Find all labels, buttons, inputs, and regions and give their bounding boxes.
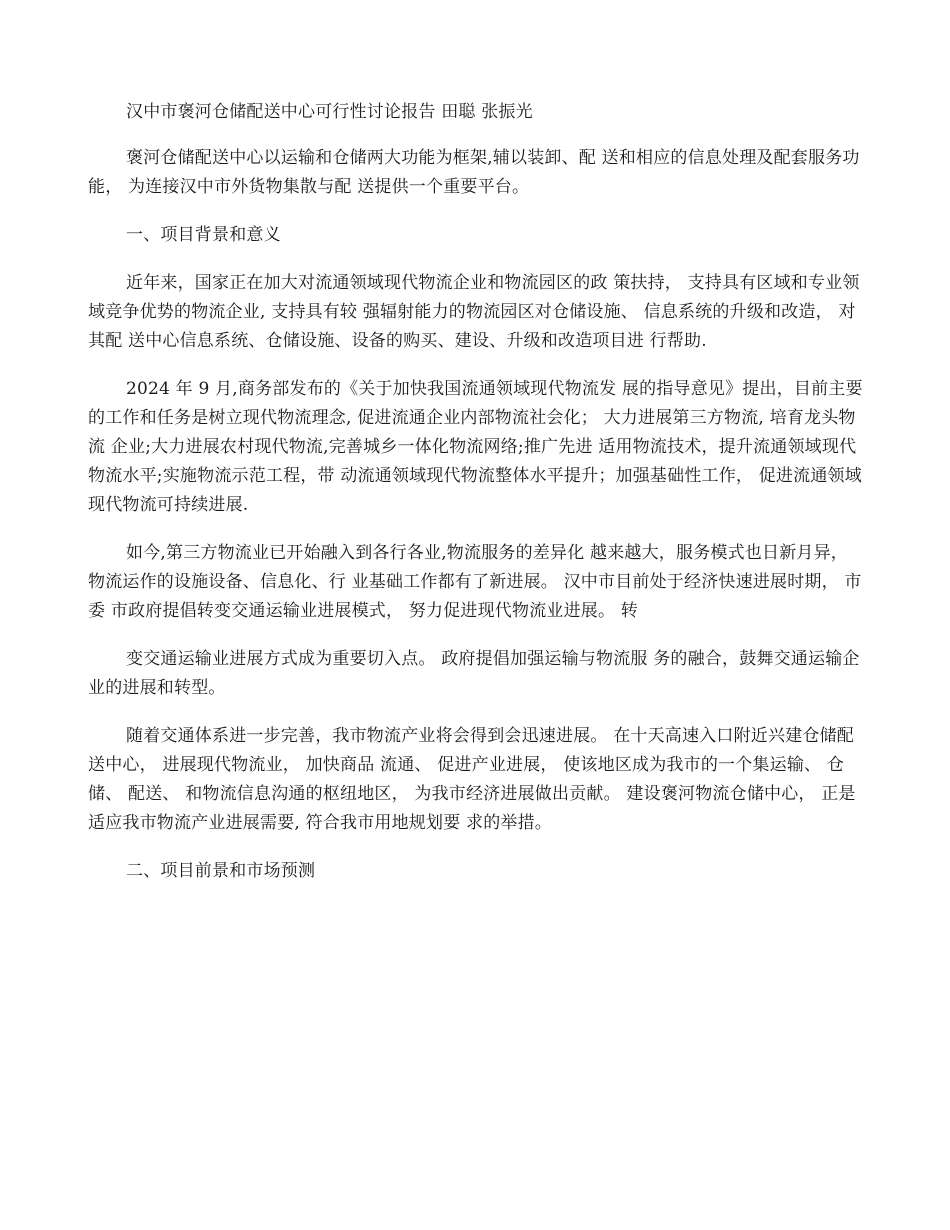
- paragraph-policy-support: 近年来，国家正在加大对流通领域现代物流企业和物流园区的政 策扶持， 支持具有区域和专业领域竞争优势的物流企业, 支持具有较 强辐射能力的物流园区对仓储设施、 信息系统的升级和改造， 对其配 送中心信息系统、仓储设施、设备的购买、建设、升级和改造项目进 行帮助.: [88, 273, 860, 351]
- paragraph-third-party-logistics: 如今,第三方物流业已开始融入到各行各业,物流服务的差异化 越来越大，服务模式也日新月异，物流运作的设施设备、信息化、行 业基础工作都有了新进展。 汉中市目前处于经济快速进展时期， 市委 市政府提倡转变交通运输业进展模式， 努力促进现代物流业进展。 转: [88, 543, 862, 621]
- document-page: [88, 98, 863, 886]
- paragraph-development-hub: 随着交通体系进一步完善，我市物流产业将会得到会迅速进展。 在十天高速入口附近兴建仓储配送中心， 进展现代物流业， 加快商品 流通、 促进产业进展， 使该地区成为我市的一个集运输、 仓储、 配送、 和物流信息沟通的枢纽地区， 为我市经济进展做出贡献。 建设褒河物流仓储中心， 正是适应我市物流产业进展需要, 符合我市用地规划要 求的举措。: [88, 726, 856, 833]
- document-title: 汉中市褒河仓储配送中心可行性讨论报告 田聪 张振光: [126, 102, 533, 122]
- paragraph-transport-transformation: 变交通运输业进展方式成为重要切入点。 政府提倡加强运输与物流服 务的融合，鼓舞交通运输企业的进展和转型。: [88, 649, 860, 698]
- paragraph-guidance-opinion: 2024 年 9 月,商务部发布的《关于加快我国流通领域现代物流发 展的指导意见》提出，目前主要的工作和任务是树立现代物流理念, 促进流通企业内部物流社会化； 大力进展第三方物流, 培育龙头物流 企业;大力进展农村现代物流,完善城乡一体化物流网络;推广先进 适用物流技术，提升流通领域现代物流水平;实施物流示范工程，带 动流通领域现代物流整体水平提升；加强基础性工作， 促进流通领域 现代物流可持续进展.: [88, 379, 863, 515]
- section-heading-background: 一、项目背景和意义: [126, 225, 281, 245]
- section-heading-market-forecast: 二、项目前景和市场预测: [126, 861, 316, 881]
- paragraph-intro: 褒河仓储配送中心以运输和仓储两大功能为框架,辅以装卸、配 送和相应的信息处理及配套服务功能， 为连接汉中市外货物集散与配 送提供一个重要平台。: [88, 148, 860, 197]
